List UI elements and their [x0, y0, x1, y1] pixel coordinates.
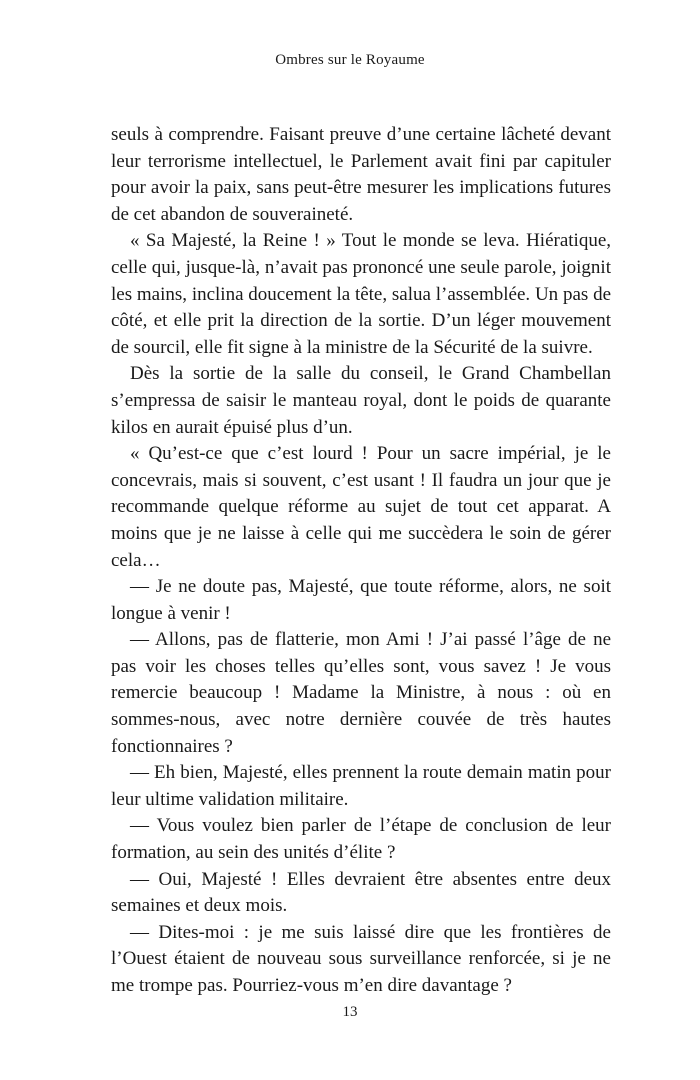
- paragraph: — Eh bien, Majesté, elles prennent la route demain matin pour leur ultime validation militaire.: [111, 762, 611, 810]
- page-number: 13: [342, 1004, 358, 1020]
- running-head-title: Ombres sur le Royaume: [275, 52, 425, 68]
- body-text: [111, 122, 611, 1000]
- paragraph: seuls à comprendre. Faisant preuve d’une certaine lâcheté devant leur terrorisme intellectuel, le Parlement avait fini par capituler pour avoir la paix, sans peut-être mesurer les implications futures de cet abandon de souveraineté.: [111, 124, 611, 225]
- paragraph: — Je ne doute pas, Majesté, que toute réforme, alors, ne soit longue à venir !: [111, 576, 611, 624]
- paragraph: — Vous voulez bien parler de l’étape de conclusion de leur formation, au sein des unités d’élite ?: [111, 815, 611, 864]
- paragraph: Dès la sortie de la salle du conseil, le Grand Chambellan s’empressa de saisir le manteau royal, dont le poids de quarante kilos en aurait épuisé plus d’un.: [111, 363, 611, 438]
- paragraph: « Sa Majesté, la Reine ! » Tout le monde se leva. Hiératique, celle qui, jusque-là, n’avait pas prononcé une seule parole, joignit les mains, inclina doucement la tête, salua l’assemblée. Un pas de côté, et elle prit la direction de la sortie. D’un léger mouvement de sourcil, elle fit signe à la ministre de la Sécurité de la suivre.: [111, 230, 611, 358]
- paragraph: « Qu’est-ce que c’est lourd ! Pour un sacre impérial, je le concevrais, mais si souvent, c’est usant ! Il faudra un jour que je recommande quelque réforme au sujet de tout cet apparat. A moins que je ne laisse à celle qui me succèdera le soin de gérer cela…: [111, 443, 611, 571]
- paragraph: — Allons, pas de flatterie, mon Ami ! J’ai passé l’âge de ne pas voir les choses telles qu’elles sont, vous savez ! Je vous remercie beaucoup ! Madame la Ministre, à nous : où en sommes-nous, avec notre dernière couvée de très hautes fonctionnaires ?: [111, 629, 611, 757]
- paragraph: — Dites-moi : je me suis laissé dire que les frontières de l’Ouest étaient de nouveau sous surveillance renforcée, si je ne me trompe pas. Pourriez-vous m’en dire davantage ?: [111, 921, 611, 996]
- paragraph: — Oui, Majesté ! Elles devraient être absentes entre deux semaines et deux mois.: [111, 868, 611, 917]
